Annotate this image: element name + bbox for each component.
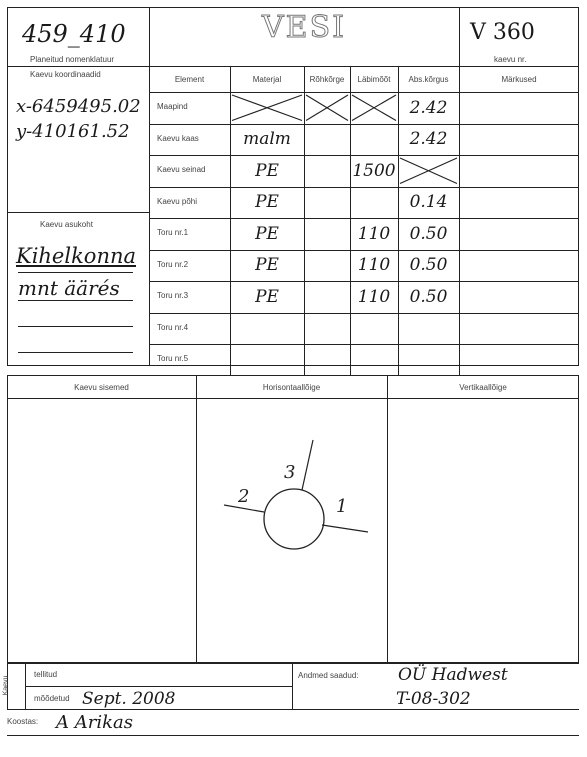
ordered-label: tellitud bbox=[34, 670, 58, 679]
row-height-value: 0.14 bbox=[409, 192, 448, 213]
row-element-label: Kaevu kaas bbox=[157, 133, 199, 143]
sketch-divider-2 bbox=[387, 375, 388, 663]
table-header-pressure: Rõhkõrge bbox=[309, 74, 345, 84]
row-element-label: Toru nr.5 bbox=[157, 354, 189, 363]
row-material-value: PE bbox=[255, 223, 279, 244]
row-diameter-value: 110 bbox=[357, 255, 391, 276]
compiled-label: Koostas: bbox=[7, 717, 39, 726]
table-col-line bbox=[459, 66, 460, 376]
page-title: VESI bbox=[262, 10, 346, 45]
manhole-number-label: kaevu nr. bbox=[494, 55, 527, 64]
footer-center-divider bbox=[292, 663, 293, 709]
coord-x: x-6459495.02 bbox=[16, 96, 141, 117]
row-element-label: Kaevu seinad bbox=[157, 165, 206, 174]
table-row-line bbox=[149, 187, 579, 188]
sketch-col1-label: Kaevu sisemed bbox=[74, 382, 129, 392]
source-value-2: T-08-302 bbox=[396, 689, 471, 709]
sketch-col2-label: Horisontaallõige bbox=[262, 382, 321, 392]
row-height-value: 2.42 bbox=[409, 129, 448, 150]
table-header-notes: Märkused bbox=[501, 74, 537, 84]
row-height-value: 0.50 bbox=[409, 286, 448, 307]
location-line2: mnt äärés bbox=[18, 276, 120, 300]
row-material-value: malm bbox=[243, 129, 291, 150]
source-value-1: OÜ Hadwest bbox=[398, 665, 508, 685]
table-header-height: Abs.kõrgus bbox=[408, 74, 449, 84]
surveyed-label: mõõdetud bbox=[34, 694, 70, 703]
row-element-label: Toru nr.3 bbox=[157, 291, 189, 300]
manhole-number: V 360 bbox=[470, 20, 535, 45]
table-header-material: Materjal bbox=[252, 74, 282, 84]
horizontal-section-drawing bbox=[196, 398, 387, 663]
crossed-cell bbox=[304, 92, 350, 124]
sketch-col3-label: Vertikaallõige bbox=[459, 382, 507, 392]
row-material-value: PE bbox=[255, 255, 279, 276]
footer-mid-line bbox=[7, 709, 579, 710]
footer-bottom-line bbox=[7, 735, 579, 736]
row-diameter-value: 110 bbox=[357, 223, 391, 244]
source-label: Andmed saadud: bbox=[298, 671, 359, 680]
location-rule-1 bbox=[18, 272, 133, 273]
table-row-line bbox=[149, 313, 579, 314]
row-height-value: 2.42 bbox=[409, 97, 448, 118]
manhole-circle bbox=[264, 489, 324, 549]
compiled-value: A Arikas bbox=[56, 712, 133, 733]
row-material-value: PE bbox=[255, 192, 279, 213]
pipe-2-label: 2 bbox=[238, 486, 250, 507]
location-rule-4 bbox=[18, 352, 133, 353]
row-height-value: 0.50 bbox=[409, 255, 448, 276]
surveyed-value: Sept. 2008 bbox=[82, 689, 176, 709]
row-element-label: Toru nr.2 bbox=[157, 259, 189, 269]
row-diameter-value: 110 bbox=[357, 286, 391, 307]
location-divider bbox=[7, 212, 149, 213]
table-row-line bbox=[149, 124, 579, 125]
manhole-code-label: Planeitud nomenklatuur bbox=[30, 55, 115, 64]
footer-top-line bbox=[7, 663, 579, 664]
manhole-code: 459_410 bbox=[22, 20, 126, 48]
footer-row-divider bbox=[25, 686, 292, 687]
pipe-1-line bbox=[322, 525, 368, 532]
coord-y: y-410161.52 bbox=[16, 121, 130, 142]
row-height-value: 0.50 bbox=[409, 223, 448, 244]
crossed-cell bbox=[350, 92, 398, 124]
row-element-label: Kaevu põhi bbox=[157, 196, 198, 206]
row-material-value: PE bbox=[255, 286, 279, 307]
crossed-cell bbox=[398, 155, 459, 187]
crossed-cell bbox=[230, 92, 304, 124]
pipe-1-label: 1 bbox=[336, 496, 348, 517]
table-header-diameter: Läbimõõt bbox=[357, 74, 391, 84]
row-diameter-value: 1500 bbox=[352, 160, 396, 181]
table-row-line bbox=[149, 344, 579, 345]
row-element-label: Maapind bbox=[157, 102, 188, 111]
row-element-label: Toru nr.1 bbox=[157, 228, 189, 237]
location-line1: Kihelkonna bbox=[16, 244, 137, 268]
coords-label: Kaevu koordinaadid bbox=[30, 70, 101, 79]
location-rule-3 bbox=[18, 326, 133, 327]
table-header-element: Element bbox=[174, 74, 205, 84]
location-rule-2 bbox=[18, 300, 133, 301]
pipe-3-line bbox=[302, 440, 313, 490]
row-material-value: PE bbox=[255, 160, 279, 181]
row-element-label: Toru nr.4 bbox=[157, 322, 189, 332]
footer-side-label: Kaevu bbox=[2, 675, 10, 696]
pipe-3-label: 3 bbox=[284, 462, 296, 483]
location-label: Kaevu asukoht bbox=[40, 220, 93, 229]
